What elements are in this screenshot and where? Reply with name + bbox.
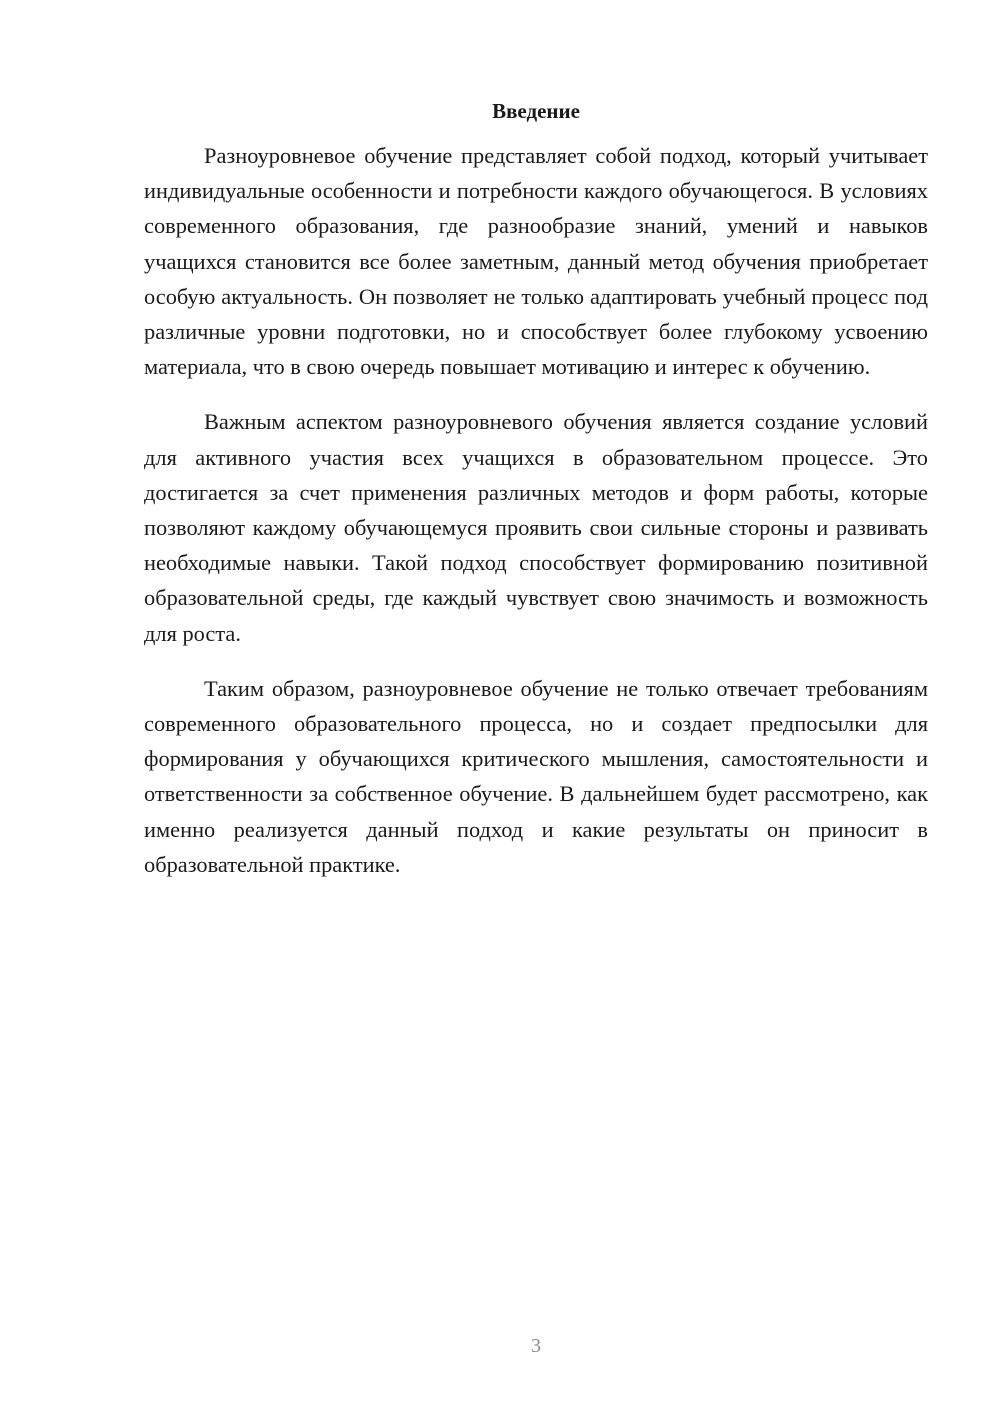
page-content: [144, 96, 928, 902]
paragraph-3: Таким образом, разноуровневое обучение не только отвечает требованиям современного образовательного процесса, но и создает предпосылки для формирования у обучающихся критического мышления, самостоятельности и ответственности за собственное обучение. В дальнейшем будет рассмотрено, как именно реализуется данный подход и какие результаты он приносит в образовательной практике.: [144, 675, 928, 877]
paragraph-1: Разноуровневое обучение представляет собой подход, который учитывает индивидуальные особенности и потребности каждого обучающегося. В условиях современного образования, где разнообразие знаний, умений и навыков учащихся становится все более заметным, данный метод обучения приобретает особую актуальность. Он позволяет не только адаптировать учебный процесс под различные уровни подготовки, но и способствует более глубокому усвоению материала, что в свою очередь повышает мотивацию и интерес к обучению.: [144, 143, 928, 380]
section-title: Введение: [492, 99, 580, 123]
page-number: 3: [531, 1335, 541, 1357]
paragraph-2: Важным аспектом разноуровневого обучения является создание условий для активного участия всех учащихся в образовательном процессе. Это достигается за счет применения различных методов и форм работы, которые позволяют каждому обучающемуся проявить свои сильные стороны и развивать необходимые навыки. Такой подход способствует формированию позитивной образовательной среды, где каждый чувствует свою значимость и возможность для роста.: [144, 409, 928, 646]
